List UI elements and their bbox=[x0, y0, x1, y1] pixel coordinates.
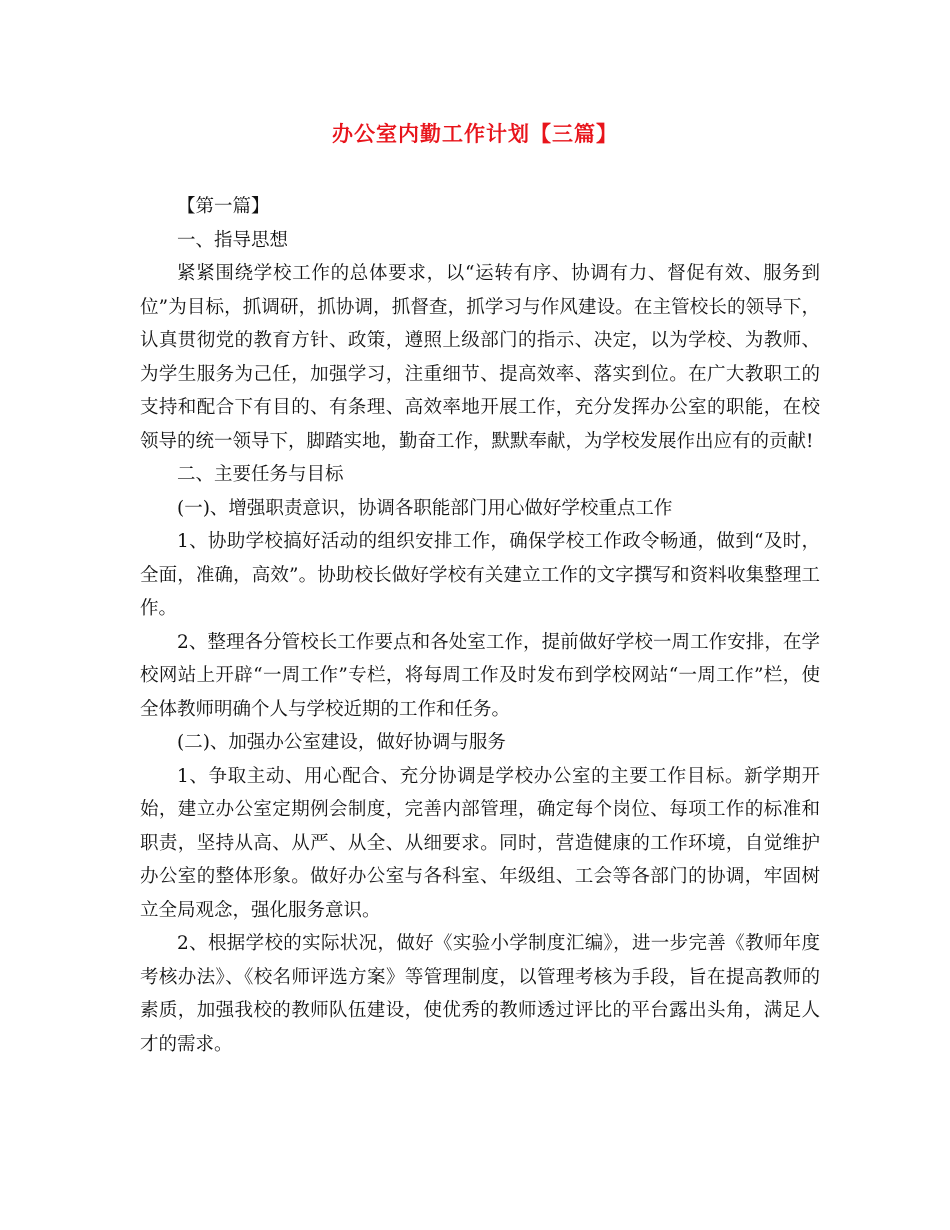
heading-main-tasks: 二、主要任务与目标 bbox=[177, 464, 344, 485]
subheading-office-building: (二)、加强办公室建设，做好协调与服务 bbox=[177, 732, 506, 753]
paragraph-office-2: 2、根据学校的实际状况，做好《实验小学制度汇编》，进一步完善《教师年度考核办法》、《校名师评选方案》等管理制度，以管理考核为手段，旨在提高教师的素质，加强我校的教师队伍建设，使优秀的教师透过评比的平台露出头角，满足人才的需求。 bbox=[140, 933, 820, 1055]
heading-guiding-ideology: 一、指导思想 bbox=[177, 229, 289, 251]
paragraph-task-1: 1、协助学校搞好活动的组织安排工作，确保学校工作政令畅通，做到“及时，全面，准确，高效”。协助校长做好学校有关建立工作的文字撰写和资料收集整理工作。 bbox=[140, 531, 820, 619]
section-heading-first-part: 【第一篇】 bbox=[177, 196, 270, 217]
paragraph-task-2: 2、整理各分管校长工作要点和各处室工作，提前做好学校一周工作安排，在学校网站上开辟“一周工作”专栏，将每周工作及时发布到学校网站“一周工作”栏，使全体教师明确个人与学校近期的工作和任务。 bbox=[140, 631, 820, 720]
document-title: 办公室内勤工作计划【三篇】 bbox=[332, 122, 618, 146]
paragraph-guiding-ideology: 紧紧围绕学校工作的总体要求，以“运转有序、协调有力、督促有效、服务到位”为目标，抓调研，抓协调，抓督查，抓学习与作风建设。在主管校长的领导下，认真贯彻党的教育方针、政策，遵照上级部门的指示、决定，以为学校、为教师、为学生服务为己任，加强学习，注重细节、提高效率、落实到位。在广大教职工的支持和配合下有目的、有条理、高效率地开展工作，充分发挥办公室的职能，在校领导的统一领导下，脚踏实地，勤奋工作，默默奉献，为学校发展作出应有的贡献! bbox=[140, 263, 820, 452]
subheading-responsibility: (一)、增强职责意识，协调各职能部门用心做好学校重点工作 bbox=[177, 497, 673, 519]
paragraph-office-1: 1、争取主动、用心配合、充分协调是学校办公室的主要工作目标。新学期开始，建立办公室定期例会制度，完善内部管理，确定每个岗位、每项工作的标准和职责，坚持从高、从严、从全、从细要求。同时，营造健康的工作环境，自觉维护办公室的整体形象。做好办公室与各科室、年级组、工会等各部门的协调，牢固树立全局观念，强化服务意识。 bbox=[140, 765, 820, 921]
document-body bbox=[140, 190, 820, 1061]
